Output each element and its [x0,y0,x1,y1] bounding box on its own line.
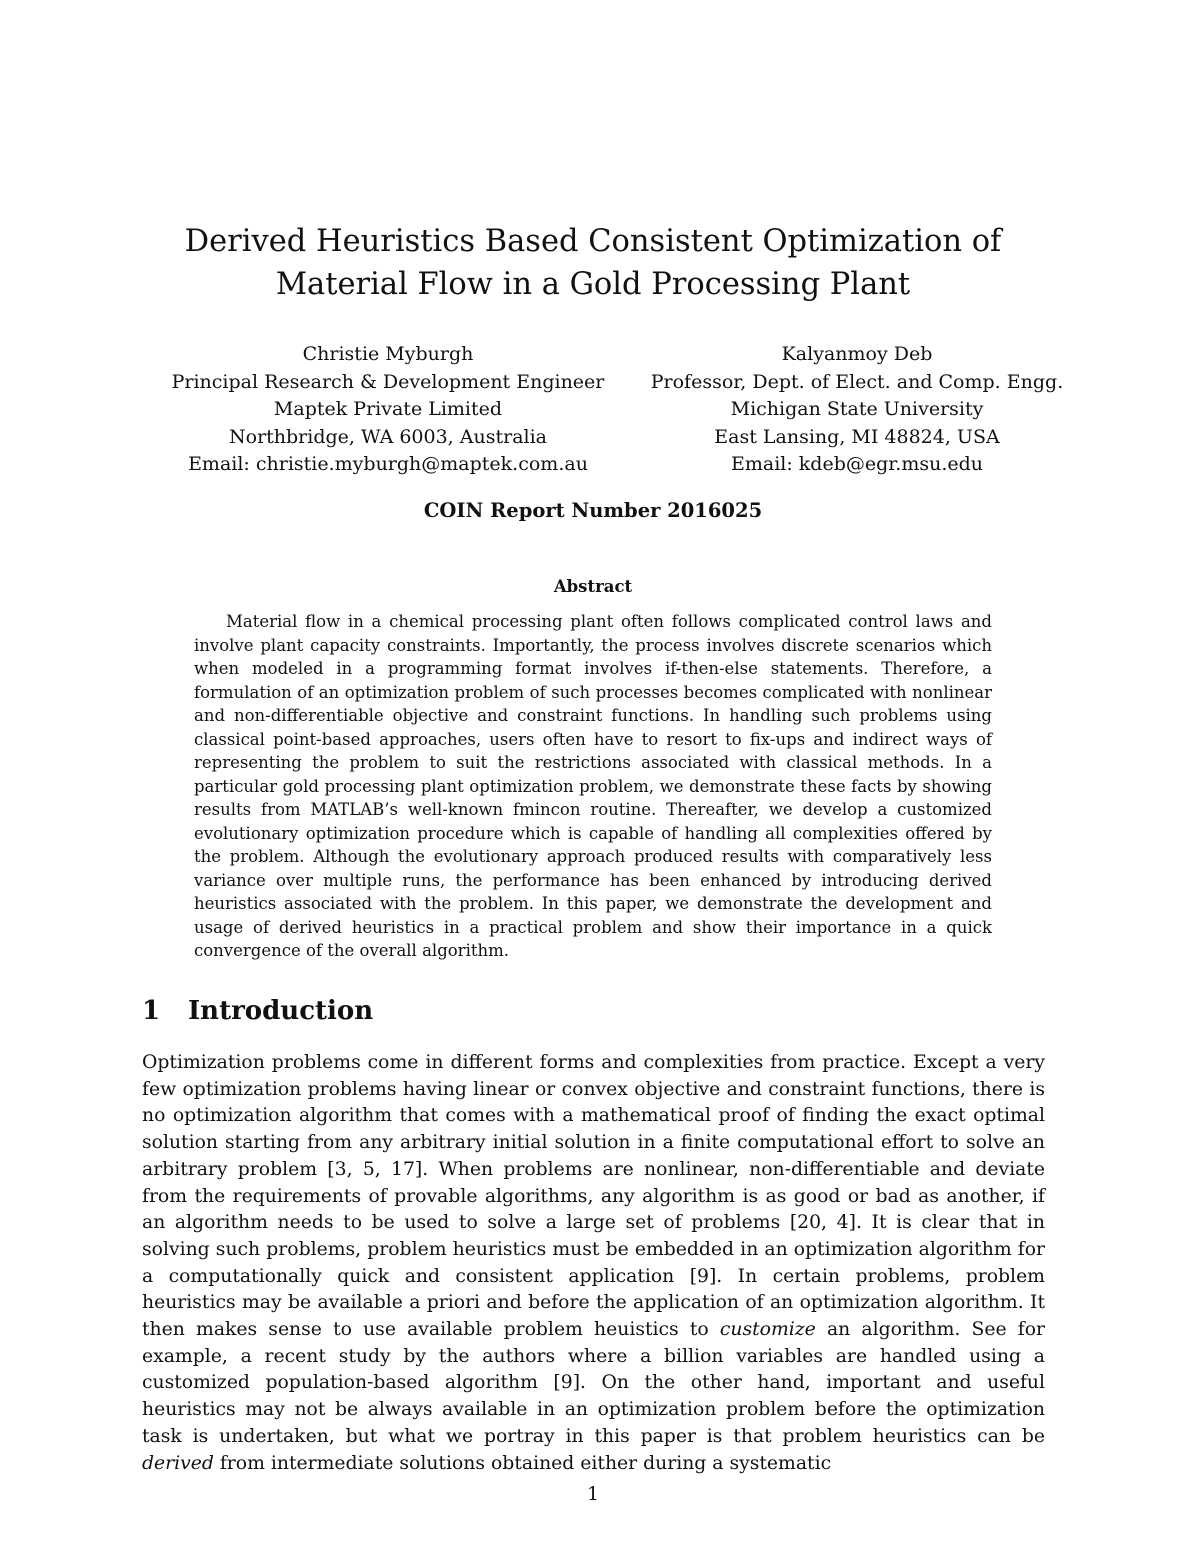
author-affiliation: Michigan State University [730,398,984,420]
author-email: Email: christie.myburgh@maptek.com.au [188,453,588,475]
paragraph-text: an algorithm. See for example, a recent study by the authors where a billion variables are handled using a customized population-based algorithm [9]. On the other hand, important and useful heuristics may not be always available in an optimization problem before the optimization task is undertaken, but what we portray in this paper is that problem heuristics can be [142,1319,1045,1447]
author-name: Christie Myburgh [302,343,474,365]
abstract-text: Material flow in a chemical processing plant often follows complicated control laws and involve plant capacity constraints. Importantly, the process involves discrete scenarios which when modeled in a programming format involves if-then-else statements. Therefore, a formulation of an optimization problem of such processes becomes complicated with nonlinear and non-differentiable objective and constraint functions. In handling such problems using classical point-based approaches, users often have to resort to fix-ups and indirect ways of representing the problem to suit the restrictions associated with classical methods. In a particular gold processing plant optimization problem, we demonstrate these facts by showing results from MATLAB’s well-known fmincon routine. Thereafter, we develop a customized evolutionary optimization procedure which is capable of handling all complexities offered by the problem. Although the evolutionary approach produced results with comparatively less variance over multiple runs, the performance has been enhanced by introducing derived heuristics associated with the problem. In this paper, we demonstrate the development and usage of derived heuristics in a practical problem and show their importance in a quick convergence of the overall algorithm. [194,612,992,960]
introduction-paragraph [142,1050,1045,1477]
emphasis-text: customize [719,1319,816,1341]
abstract-heading: Abstract [553,577,633,596]
section-heading [142,996,373,1026]
author-affiliation: Maptek Private Limited [273,398,503,420]
author-email: Email: kdeb@egr.msu.edu [730,453,984,475]
paragraph-text: from intermediate solutions obtained either during a systematic [213,1452,832,1474]
section-number: 1 [142,996,161,1026]
author-role: Principal Research & Development Engineer [171,370,605,393]
report-number: COIN Report Number 2016025 [423,499,763,522]
author-1 [163,341,613,479]
page-number: 1 [586,1483,600,1505]
section-title: Introduction [188,996,374,1026]
author-role: Professor, Dept. of Elect. and Comp. Engg. [650,370,1064,393]
paper-title: Derived Heuristics Based Consistent Optimization of Material Flow in a Gold Processing Plant [184,224,1002,302]
author-2 [632,341,1082,479]
author-name: Kalyanmoy Deb [781,343,933,365]
author-address: East Lansing, MI 48824, USA [714,425,1000,448]
paragraph-text: Optimization problems come in different forms and complexities from practice. Except a very few optimization problems having linear or convex objective and constraint functions, there is no optimization algorithm that comes with a mathematical proof of finding the exact optimal solution starting from any arbitrary initial solution in a finite computational effort to solve an arbitrary problem [3, 5, 17]. When problems are nonlinear, non-differentiable and deviate from the requirements of provable algorithms, any algorithm is as good or bad as another, if an algorithm needs to be used to solve a large set of problems [20, 4]. It is clear that in solving such problems, problem heuristics must be embedded in an optimization algorithm for a computationally quick and consistent application [9]. In certain problems, problem heuristics may be available a priori and before the application of an optimization algorithm. It then makes sense to use available problem heuistics to [142,1052,1045,1341]
emphasis-text: derived [142,1452,214,1474]
author-address: Northbridge, WA 6003, Australia [229,425,547,448]
